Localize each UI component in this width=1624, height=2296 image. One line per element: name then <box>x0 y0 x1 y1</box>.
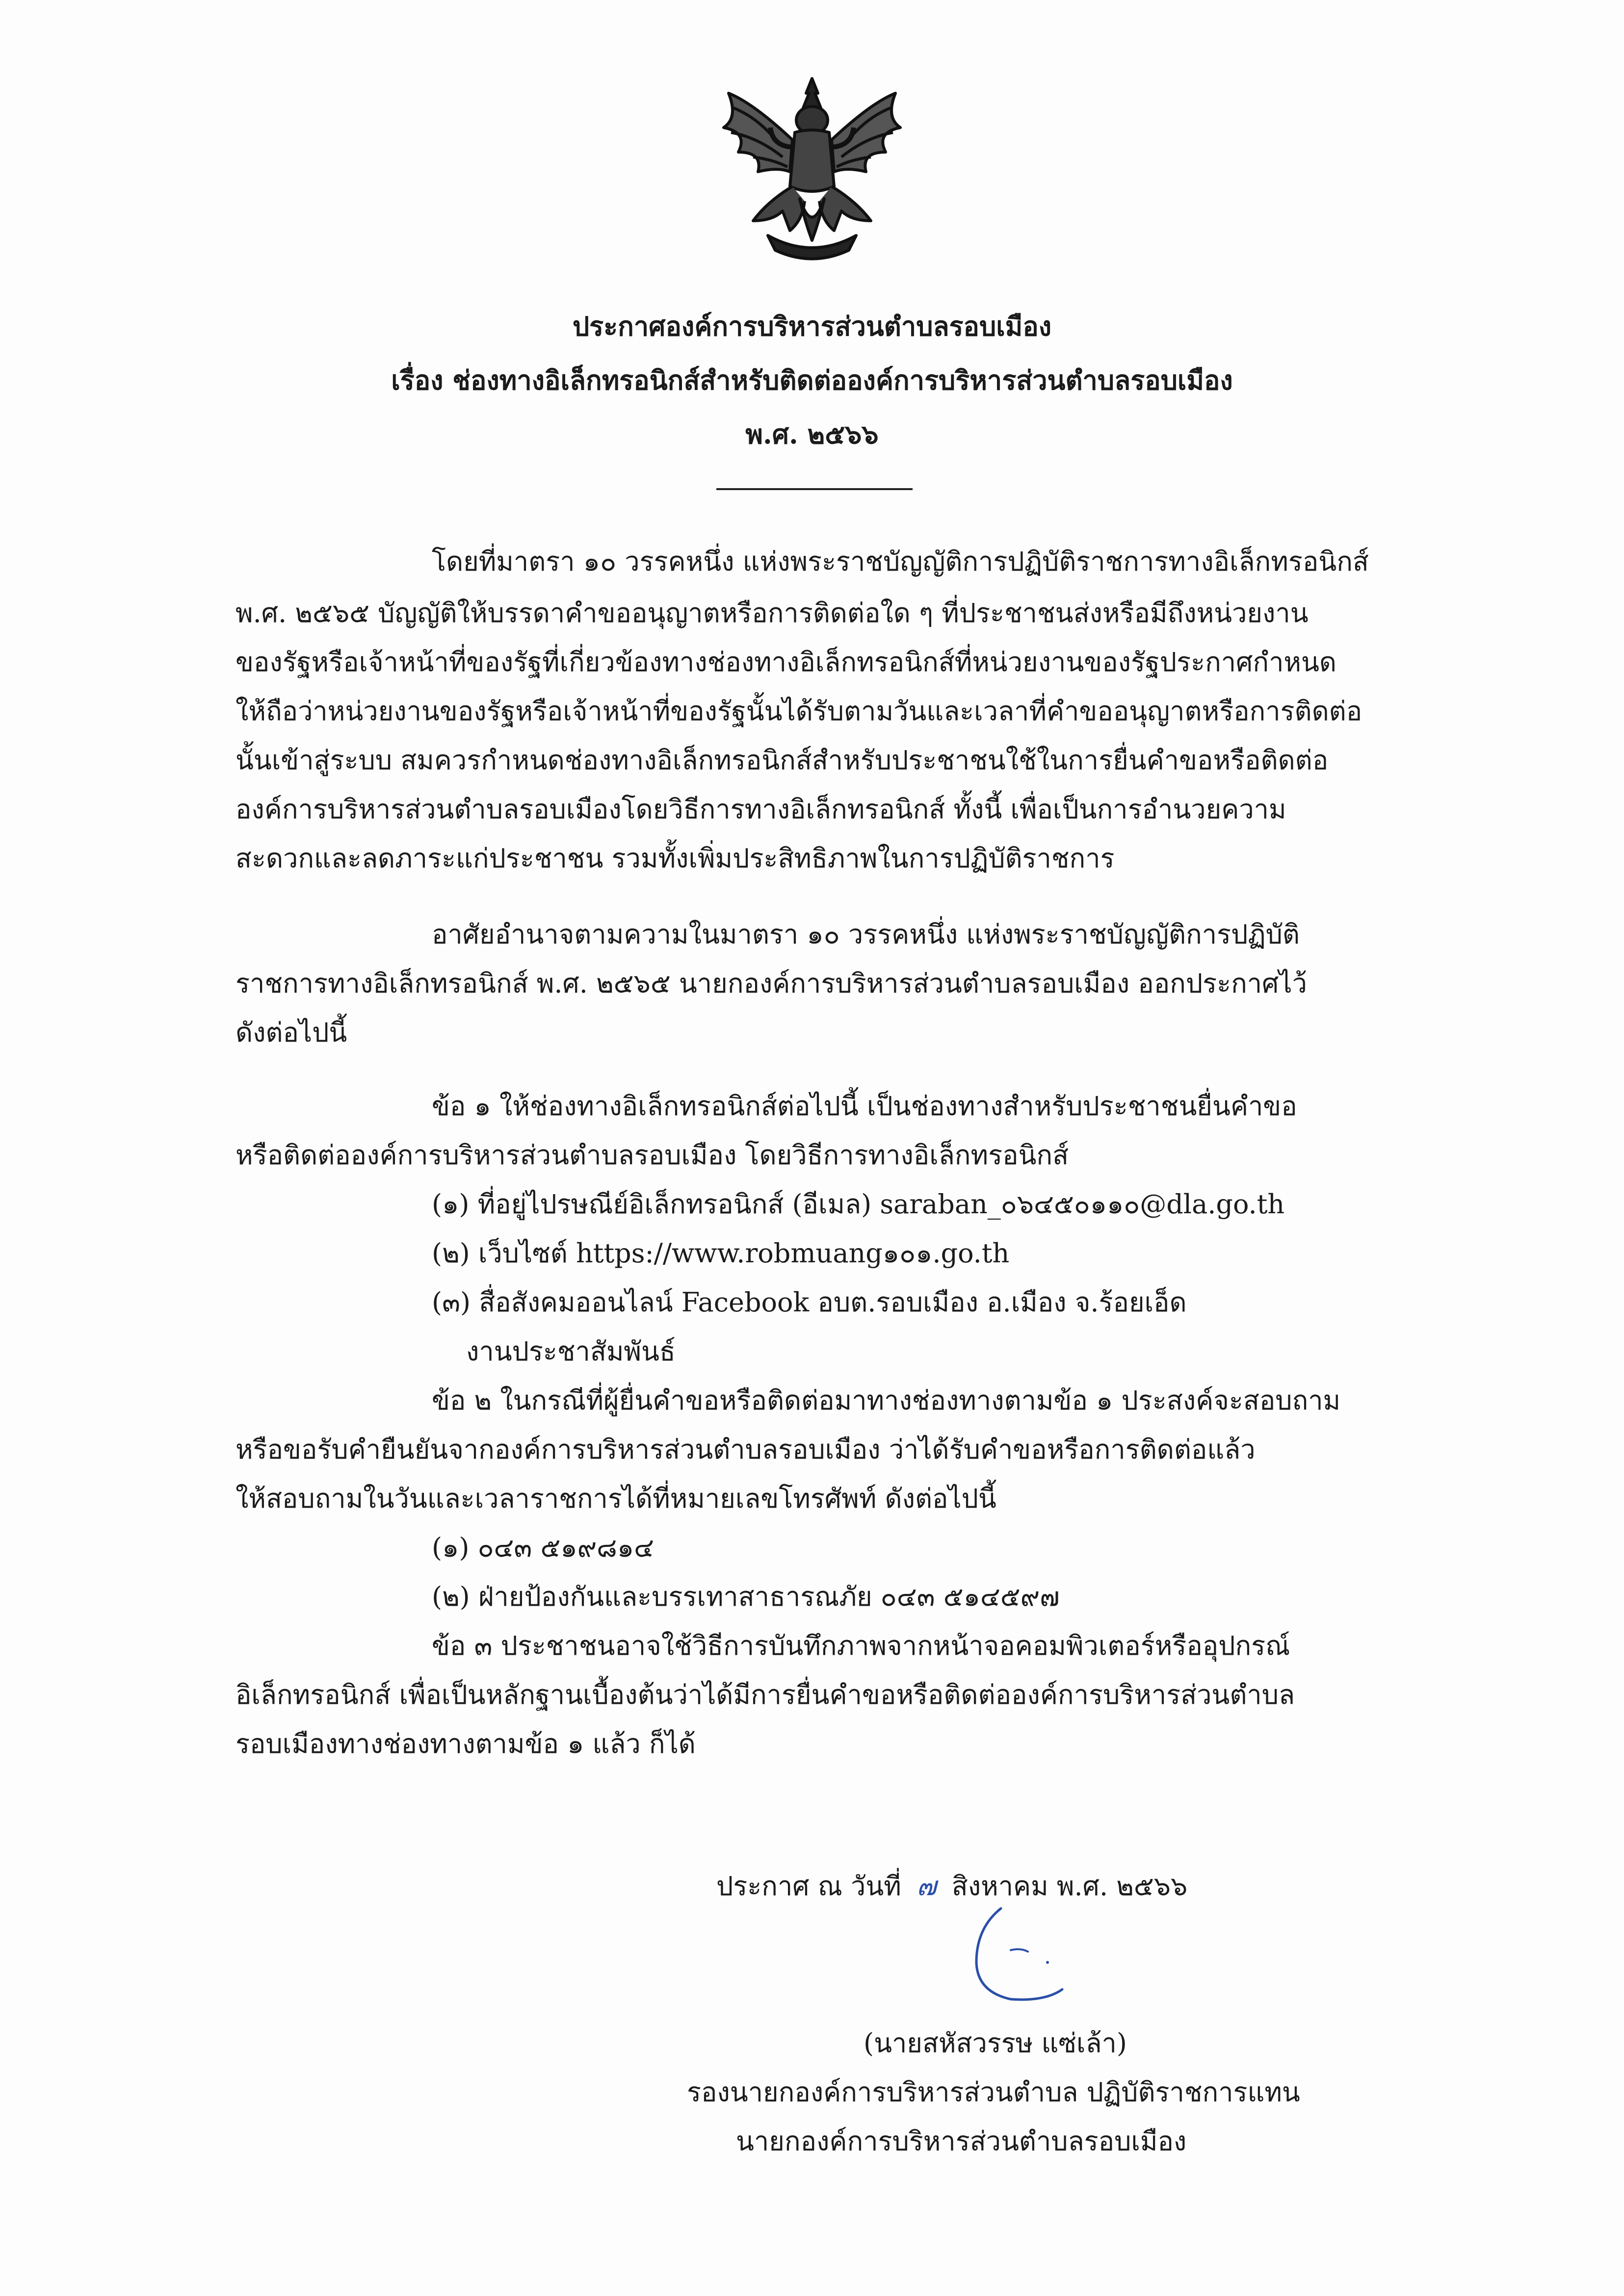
date-day: ๗ <box>917 1871 937 1902</box>
announcement-title: ประกาศองค์การบริหารส่วนตำบลรอบเมือง <box>572 311 1052 342</box>
date-rest: สิงหาคม พ.ศ. ๒๕๖๖ <box>951 1871 1188 1902</box>
preamble-line: สะดวกและลดภาระแก่ประชาชน รวมทั้งเพิ่มประสิทธิภาพในการปฏิบัติราชการ <box>236 843 1115 874</box>
signer-position: รองนายกองค์การบริหารส่วนตำบล ปฏิบัติราชการแทน <box>687 2077 1300 2108</box>
announcement-year: พ.ศ. ๒๕๖๖ <box>745 418 879 450</box>
authority-line: ดังต่อไปนี้ <box>236 1017 347 1048</box>
clause3-line: รอบเมืองทางช่องทางตามข้อ ๑ แล้ว ก็ได้ <box>236 1728 696 1759</box>
clause3-line: ข้อ ๓ ประชาชนอาจใช้วิธีการบันทึกภาพจากหน้าจอคอมพิวเตอร์หรืออุปกรณ์ <box>432 1630 1290 1661</box>
clause2-line: ให้สอบถามในวันและเวลาราชการได้ที่หมายเลขโทรศัพท์ ดังต่อไปนี้ <box>236 1483 996 1514</box>
authority-line: อาศัยอำนาจตามความในมาตรา ๑๐ วรรคหนึ่ง แห่งพระราชบัญญัติการปฏิบัติ <box>432 919 1300 950</box>
clause2-phone-2: (๒) ฝ่ายป้องกันและบรรเทาสาธารณภัย ๐๔๓ ๕๑๔๕๙๗ <box>432 1581 1060 1612</box>
preamble-line: ของรัฐหรือเจ้าหน้าที่ของรัฐที่เกี่ยวข้องทางช่องทางอิเล็กทรอนิกส์ที่หน่วยงานของรัฐประกาศกำหนด <box>236 647 1336 678</box>
date-prefix: ประกาศ ณ วันที่ <box>716 1871 901 1902</box>
clause1-item-facebook: (๓) สื่อสังคมออนไลน์ Facebook อบต.รอบเมือง อ.เมือง จ.ร้อยเอ็ด <box>432 1287 1187 1318</box>
preamble-line: โดยที่มาตรา ๑๐ วรรคหนึ่ง แห่งพระราชบัญญัติการปฏิบัติราชการทางอิเล็กทรอนิกส์ <box>432 546 1369 577</box>
title-divider <box>716 488 913 490</box>
clause2-phone-1: (๑) ๐๔๓ ๕๑๙๘๑๔ <box>432 1532 654 1563</box>
authority-line: ราชการทางอิเล็กทรอนิกส์ พ.ศ. ๒๕๖๕ นายกองค์การบริหารส่วนตำบลรอบเมือง ออกประกาศไว้ <box>236 968 1307 999</box>
preamble-line: นั้นเข้าสู่ระบบ สมควรกำหนดช่องทางอิเล็กทรอนิกส์สำหรับประชาชนใช้ในการยื่นคำขอหรือติดต่อ <box>236 745 1329 776</box>
signer-name: (นายสหัสวรรษ แซ่เล้า) <box>864 2028 1127 2059</box>
clause1-item-email: (๑) ที่อยู่ไปรษณีย์อิเล็กทรอนิกส์ (อีเมล) saraban_๐๖๔๕๐๑๑๐@dla.go.th <box>432 1189 1285 1220</box>
signer-position-cont: นายกองค์การบริหารส่วนตำบลรอบเมือง <box>736 2126 1187 2157</box>
clause1-item-facebook-cont: งานประชาสัมพันธ์ <box>466 1336 676 1367</box>
clause2-line: หรือขอรับคำยืนยันจากองค์การบริหารส่วนตำบลรอบเมือง ว่าได้รับคำขอหรือการติดต่อแล้ว <box>236 1434 1256 1465</box>
clause1-line: หรือติดต่อองค์การบริหารส่วนตำบลรอบเมือง โดยวิธีการทางอิเล็กทรอนิกส์ <box>236 1140 1069 1171</box>
preamble-line: ให้ถือว่าหน่วยงานของรัฐหรือเจ้าหน้าที่ของรัฐนั้นได้รับตามวันและเวลาที่คำขออนุญาตหรือการติดต่อ <box>236 696 1362 727</box>
clause1-item-website: (๒) เว็บไซต์ https://www.robmuang๑๐๑.go.th <box>432 1238 1010 1269</box>
clause2-line: ข้อ ๒ ในกรณีที่ผู้ยื่นคำขอหรือติดต่อมาทางช่องทางตามข้อ ๑ ประสงค์จะสอบถาม <box>432 1385 1341 1416</box>
clause1-line: ข้อ ๑ ให้ช่องทางอิเล็กทรอนิกส์ต่อไปนี้ เป็นช่องทางสำหรับประชาชนยื่นคำขอ <box>432 1091 1297 1122</box>
handwritten-signature <box>947 1899 1104 2021</box>
garuda-emblem-icon <box>709 74 915 270</box>
clause3-line: อิเล็กทรอนิกส์ เพื่อเป็นหลักฐานเบื้องต้นว่าได้มีการยื่นคำขอหรือติดต่อองค์การบริหารส่วนตำบล <box>236 1679 1295 1710</box>
announcement-subject: เรื่อง ช่องทางอิเล็กทรอนิกส์สำหรับติดต่อองค์การบริหารส่วนตำบลรอบเมือง <box>391 365 1233 396</box>
preamble-line: องค์การบริหารส่วนตำบลรอบเมืองโดยวิธีการทางอิเล็กทรอนิกส์ ทั้งนี้ เพื่อเป็นการอำนวยความ <box>236 794 1286 825</box>
preamble-line: พ.ศ. ๒๕๖๕ บัญญัติให้บรรดาคำขออนุญาตหรือการติดต่อใด ๆ ที่ประชาชนส่งหรือมีถึงหน่วยงาน <box>236 598 1309 628</box>
